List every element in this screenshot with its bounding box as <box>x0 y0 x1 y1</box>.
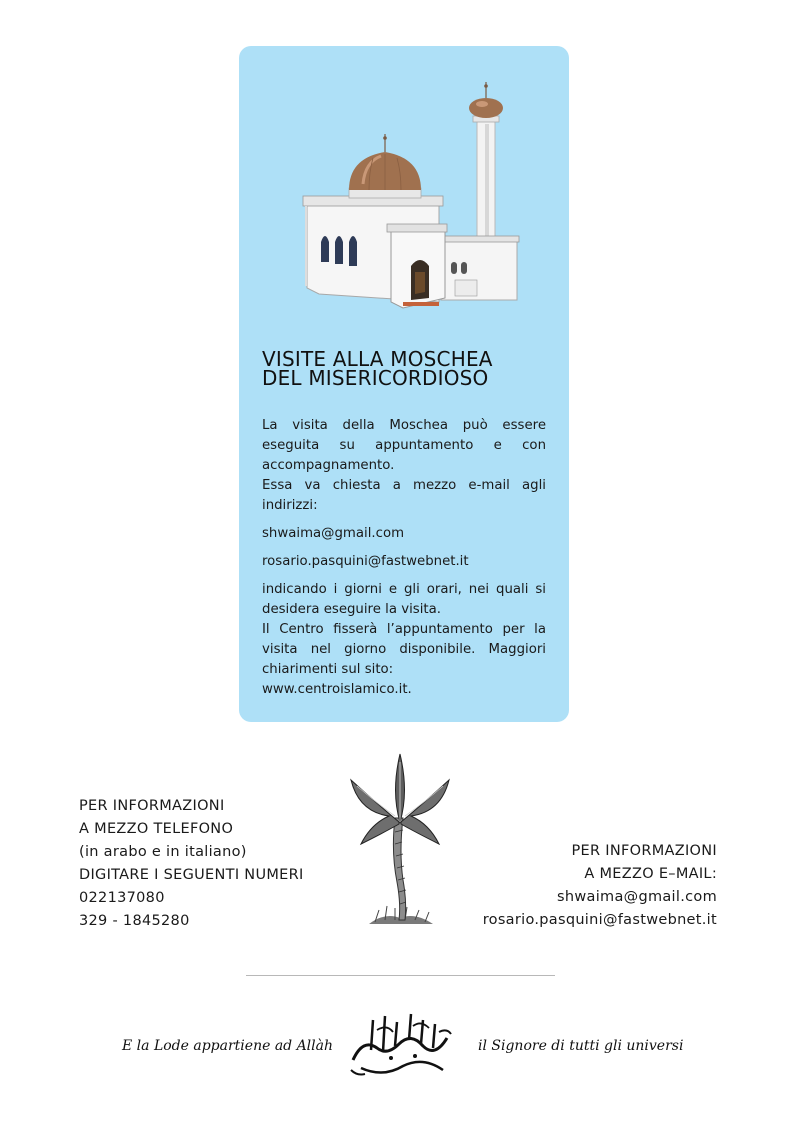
visit-appointment-text: La visita della Moschea può essere eseguita su appuntamento e con accompagnamento. <box>262 418 546 473</box>
palm-tree-icon <box>345 752 455 930</box>
email-info-line-2: A MEZZO E–MAIL: <box>584 866 717 882</box>
schedule-text: indicando i giorni e gli orari, nei quali si desidera eseguire la visita. <box>262 582 546 617</box>
email-info-line-1: PER INFORMAZIONI <box>571 843 717 859</box>
email-info-address-1[interactable]: shwaima@gmail.com <box>557 889 717 905</box>
phone-info-line-1: PER INFORMAZIONI <box>79 798 225 814</box>
arabic-calligraphy-icon <box>343 1008 455 1080</box>
email-info-block <box>483 840 717 932</box>
mosque-visit-card <box>239 46 569 722</box>
phone-number-2[interactable]: 329 - 1845280 <box>79 913 190 929</box>
email-info-address-2[interactable]: rosario.pasquini@fastwebnet.it <box>482 912 717 928</box>
phone-info-line-2: A MEZZO TELEFONO <box>79 821 234 837</box>
card-title-line-1: VISITE ALLA MOSCHEA <box>262 347 493 371</box>
contact-email-1[interactable]: shwaima@gmail.com <box>262 526 405 541</box>
phone-info-line-3: (in arabo e in italiano) <box>79 844 247 860</box>
contact-email-2[interactable]: rosario.pasquini@fastwebnet.it <box>262 554 469 569</box>
card-title <box>262 347 552 390</box>
website-link[interactable]: www.centroislamico.it. <box>262 682 412 697</box>
phone-info-line-4: DIGITARE I SEGUENTI NUMERI <box>79 867 304 883</box>
request-email-text: Essa va chiesta a mezzo e-mail agli indirizzi: <box>262 478 546 513</box>
divider <box>246 975 555 976</box>
card-title-line-2: DEL MISERICORDIOSO <box>262 366 489 390</box>
center-appointment-text: Il Centro fisserà l’appuntamento per la visita nel giorno disponibile. Maggiori chiarimenti sul sito: <box>262 622 546 677</box>
mosque-illustration <box>299 62 529 312</box>
motto-right: il Signore di tutti gli universi <box>478 1038 684 1054</box>
motto-left: E la Lode appartiene ad Allàh <box>122 1038 334 1054</box>
phone-info-block <box>79 795 304 933</box>
card-body <box>262 416 546 700</box>
phone-number-1[interactable]: 022137080 <box>79 890 165 906</box>
